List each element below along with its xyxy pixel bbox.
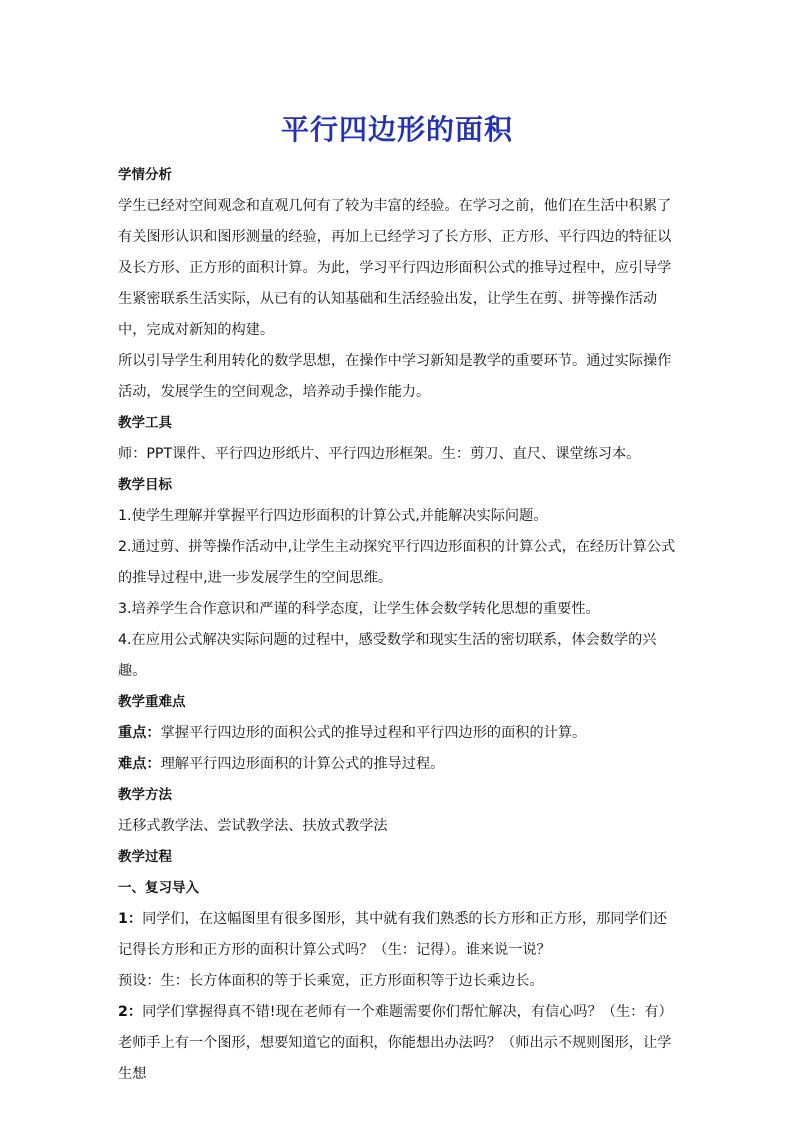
section-heading-mubiao: 教学目标 bbox=[118, 477, 172, 493]
step-text: 同学们，在这幅图里有很多图形，其中就有我们熟悉的长方形和正方形，那同学们还记得长方形和正方形的面积计算公式吗？（生：记得）。谁来说一说？ bbox=[118, 911, 668, 958]
key-point-label: 重点： bbox=[118, 725, 161, 741]
key-point-text: 掌握平行四边形的面积公式的推导过程和平行四边形的面积的计算。 bbox=[160, 725, 587, 741]
list-item: 4.在应用公式解决实际问题的过程中，感受数学和现实生活的密切联系，体会数学的兴趣。 bbox=[118, 632, 657, 679]
section-heading-xueqing: 学情分析 bbox=[118, 167, 172, 183]
process-step bbox=[118, 904, 680, 966]
section-heading-zhongnandian: 教学重难点 bbox=[118, 694, 186, 710]
step-text: 同学们掌握得真不错!现在老师有一个难题需要你们帮忙解决，有信心吗？（生：有）老师手上有一个图形，想要知道它的面积，你能想出办法吗？（师出示不规则图形，让学生想 bbox=[118, 1004, 673, 1082]
section-heading-fangfa: 教学方法 bbox=[118, 787, 172, 803]
list-item: 3.培养学生合作意识和严谨的科学态度，让学生体会数学转化思想的重要性。 bbox=[118, 601, 600, 617]
paragraph: 学生已经对空间观念和直观几何有了较为丰富的经验。在学习之前，他们在生活中积累了有关图形认识和图形测量的经验，再加上已经学习了长方形、正方形、平行四边的特征以及长方形、正方形的面积计算。为此，学习平行四边形面积公式的推导过程中，应引导学生紧密联系生活实际，从已有的认知基础和生活经验出发，让学生在剪、拼等操作活动中，完成对新知的构建。 bbox=[118, 198, 672, 338]
section-heading-gongju: 教学工具 bbox=[118, 415, 172, 431]
subsection-heading: 一、复习导入 bbox=[118, 880, 199, 896]
page-title: 平行四边形的面积 bbox=[280, 113, 513, 146]
paragraph: 迁移式教学法、尝试教学法、扶放式教学法 bbox=[118, 818, 388, 834]
process-step bbox=[118, 997, 680, 1090]
paragraph: 预设：生：长方体面积的等于长乘宽，正方形面积等于边长乘边长。 bbox=[118, 973, 544, 989]
key-point bbox=[118, 718, 680, 749]
difficult-point-label: 难点： bbox=[118, 756, 161, 772]
difficult-point bbox=[118, 749, 680, 780]
list-item: 1.使学生理解并掌握平行四边形面积的计算公式,并能解决实际问题。 bbox=[118, 508, 548, 524]
section-heading-guocheng: 教学过程 bbox=[118, 849, 172, 865]
list-item: 2.通过剪、拼等操作活动中,让学生主动探究平行四边形面积的计算公式，在经历计算公式的推导过程中,进一步发展学生的空间思维。 bbox=[118, 539, 676, 586]
paragraph: 所以引导学生利用转化的数学思想，在操作中学习新知是教学的重要环节。通过实际操作活动，发展学生的空间观念，培养动手操作能力。 bbox=[118, 353, 672, 400]
paragraph: 师：PPT课件、平行四边形纸片、平行四边形框架。生：剪刀、直尺、课堂练习本。 bbox=[118, 446, 641, 462]
step-label: 1： bbox=[118, 911, 143, 927]
document-body bbox=[118, 160, 680, 1090]
difficult-point-text: 理解平行四边形面积的计算公式的推导过程。 bbox=[160, 756, 445, 772]
step-label: 2： bbox=[118, 1004, 143, 1020]
